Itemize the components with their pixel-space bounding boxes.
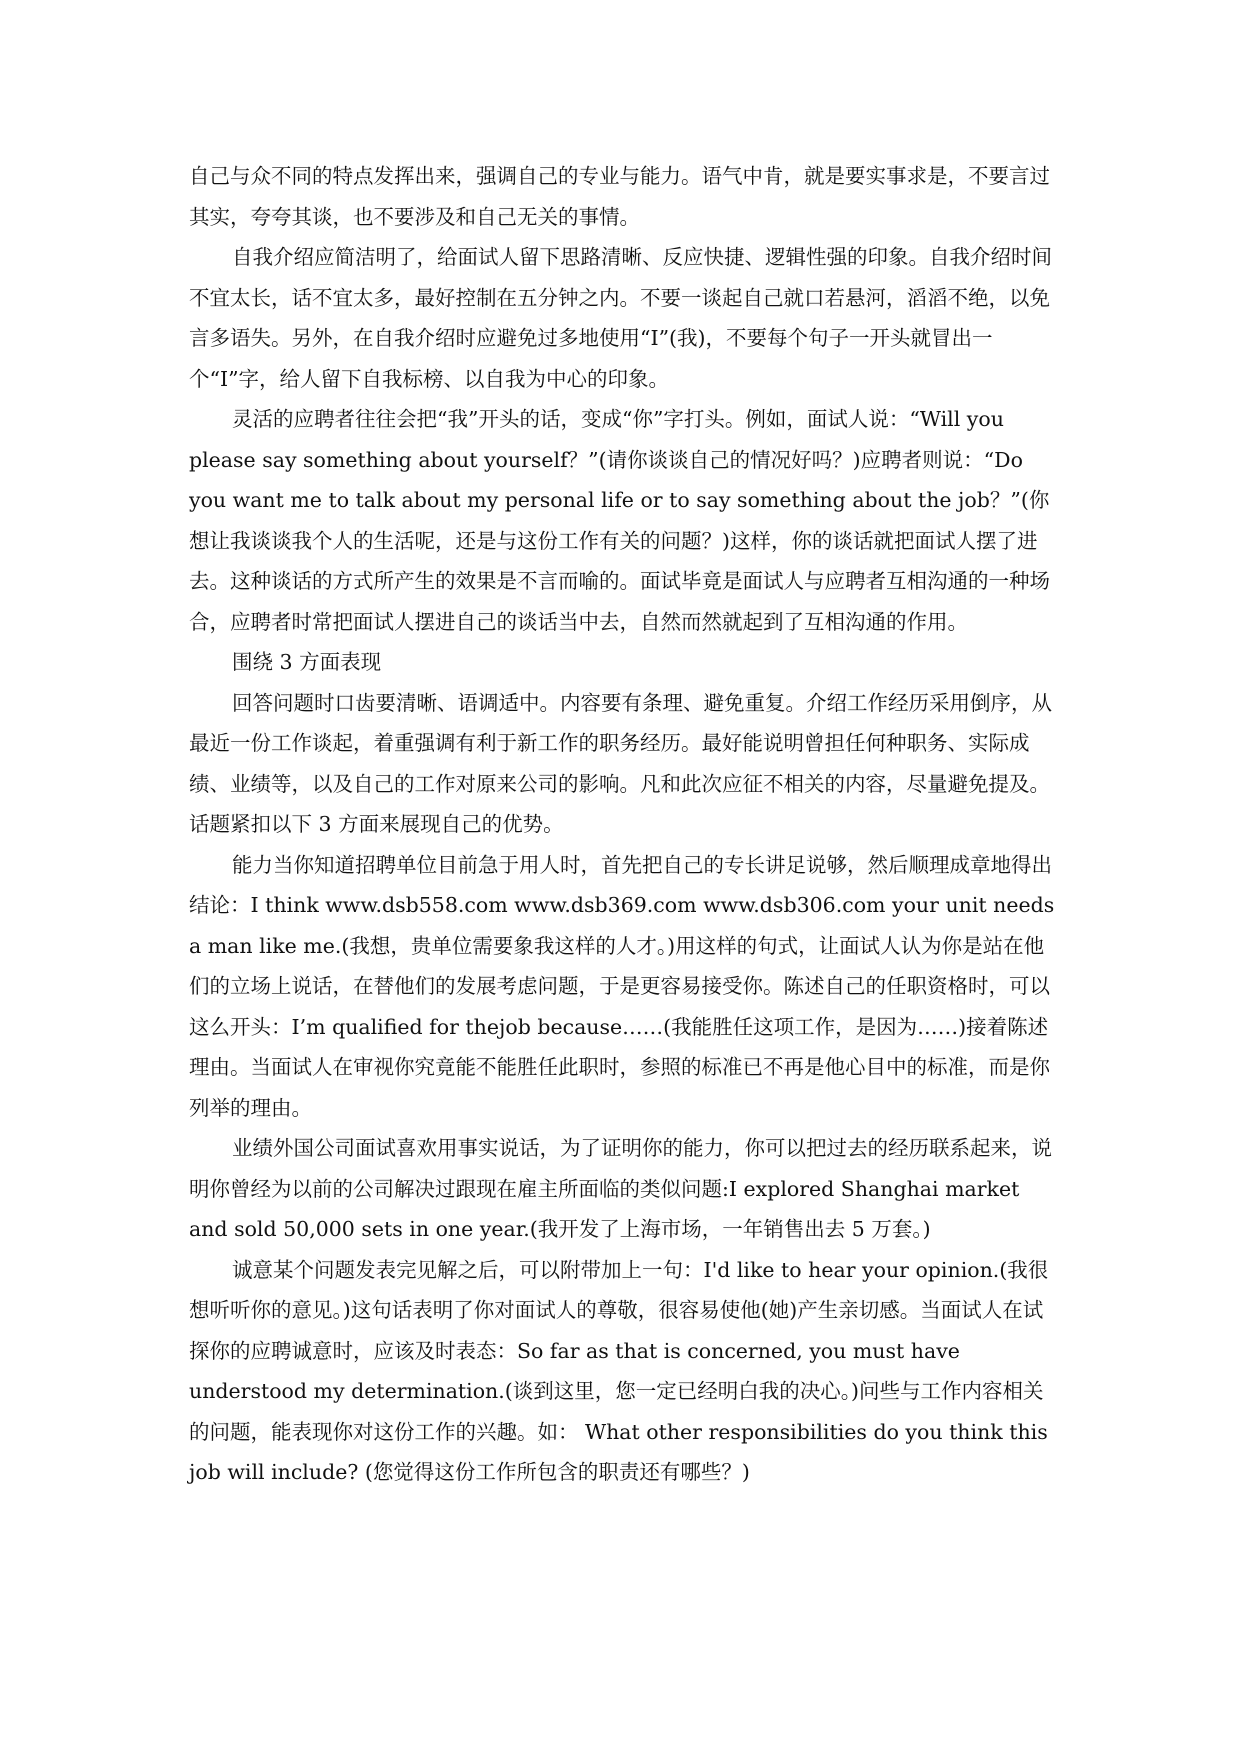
paragraph-continuation: 自己与众不同的特点发挥出来，强调自己的专业与能力。语气中肯，就是要实事求是，不要言过其实，夸夸其谈，也不要涉及和自己无关的事情。	[189, 164, 1050, 229]
paragraph-answering-questions: 回答问题时口齿要清晰、语调适中。内容要有条理、避免重复。介绍工作经历采用倒序，从最近一份工作谈起，着重强调有利于新工作的职务经历。最好能说明曾担任何种职务、实际成绩、业绩等，以及自己的工作对原来公司的影响。凡和此次应征不相关的内容，尽量避免提及。话题紧扣以下 3 方面来展现自己的优势。	[189, 690, 1052, 836]
paragraph-ability: 能力当你知道招聘单位目前急于用人时，首先把自己的专长讲足说够，然后顺理成章地得出结论：I think www.dsb558.com www.dsb369.com www.dsb306.com your unit needs a man like me.(我想，贵单位需要象我这样的人才。)用这样的句式，让面试人认为你是站在他们的立场上说话，在替他们的发展考虑问题，于是更容易接受你。陈述自己的任职资格时，可以这么开头：I’m qualified for thejob because……(我能胜任这项工作，是因为……)接着陈述理由。当面试人在审视你究竟能不能胜任此职时，参照的标准已不再是他心目中的标准，而是你列举的理由。	[189, 852, 1055, 1120]
paragraph-performance: 业绩外国公司面试喜欢用事实说话，为了证明你的能力，你可以把过去的经历联系起来，说明你曾经为以前的公司解决过跟现在雇主所面临的类似问题:I explored Shanghai market and sold 50,000 sets in one year.(我开发了上海市场，一年销售出去 5 万套。)	[189, 1136, 1052, 1241]
paragraph-flexible-candidate: 灵活的应聘者往往会把“我”开头的话，变成“你”字打头。例如，面试人说：“Will you please say something about yourself？”(请你谈谈自己的情况好吗？)应聘者则说：“Do you want me to talk about my personal life or to say something about the job？”(你想让我谈谈我个人的生活呢，还是与这份工作有关的问题？)这样，你的谈话就把面试人摆了进去。这种谈话的方式所产生的效果是不言而喻的。面试毕竟是面试人与应聘者互相沟通的一种场合，应聘者时常把面试人摆进自己的谈话当中去，自然而然就起到了互相沟通的作用。	[189, 407, 1050, 634]
paragraph-self-introduction: 自我介绍应简洁明了，给面试人留下思路清晰、反应快捷、逻辑性强的印象。自我介绍时间不宜太长，话不宜太多，最好控制在五分钟之内。不要一谈起自己就口若悬河，滔滔不绝，以免言多语失。另外，在自我介绍时应避免过多地使用“I”(我)，不要每个句子一开头就冒出一个“I”字，给人留下自我标榜、以自我为中心的印象。	[189, 245, 1052, 391]
section-heading: 围绕 3 方面表现	[232, 650, 382, 674]
document-body	[189, 156, 1061, 1493]
paragraph-sincerity: 诚意某个问题发表完见解之后，可以附带加上一句：I'd like to hear your opinion.(我很想听听你的意见。)这句话表明了你对面试人的尊敬，很容易使他(她)产生亲切感。当面试人在试探你的应聘诚意时，应该及时表态：So far as that is concerned, you must have understood my determination.(谈到这里，您一定已经明白我的决心。)问些与工作内容相关的问题，能表现你对这份工作的兴趣。如： What other responsibilities do you think this job will include? (您觉得这份工作所包含的职责还有哪些？)	[189, 1257, 1049, 1484]
